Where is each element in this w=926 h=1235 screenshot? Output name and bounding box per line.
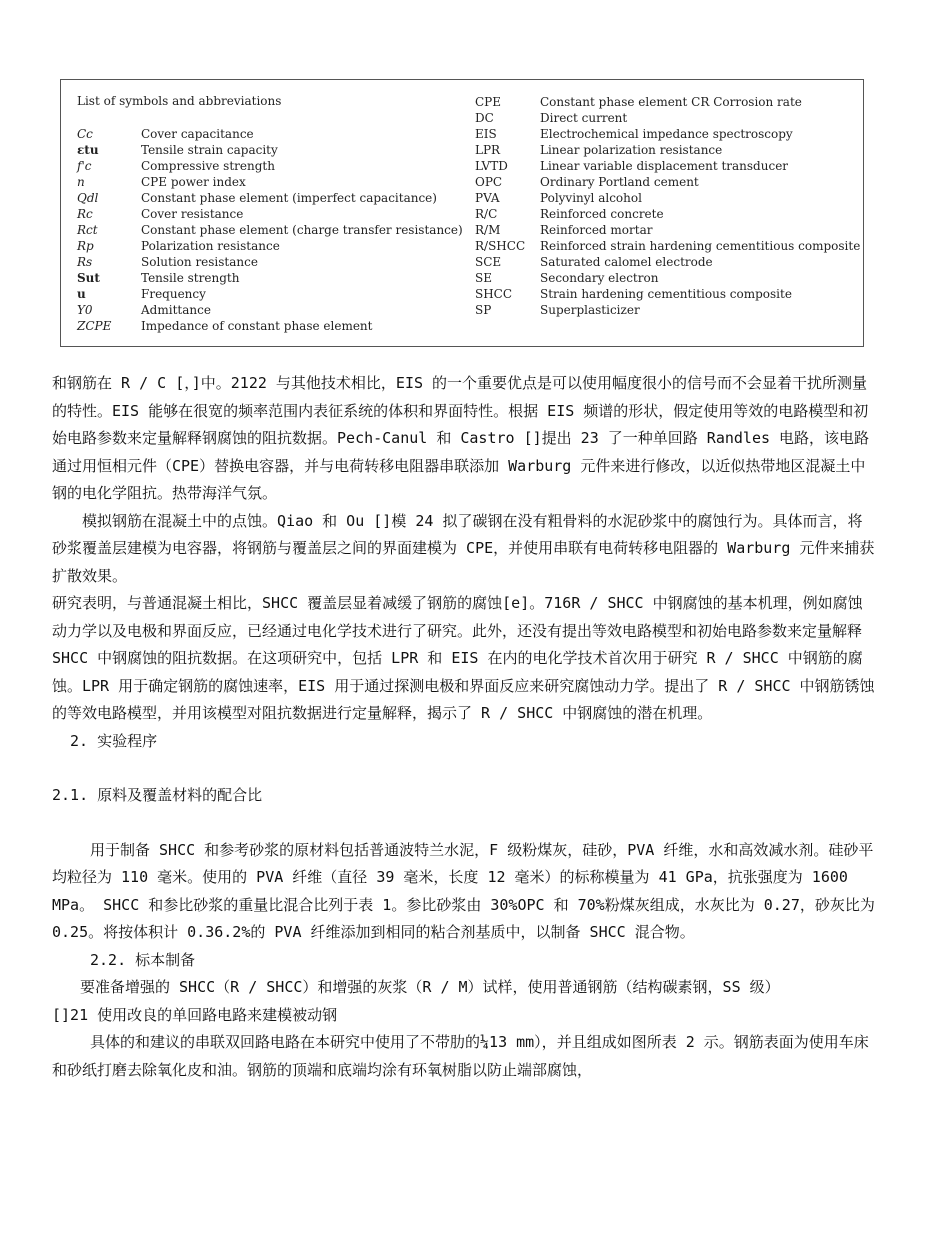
abbr-desc: Reinforced strain hardening cementitious composite: [540, 239, 861, 253]
section-heading-2: 2. 实验程序: [70, 731, 158, 750]
symbol-desc: Polarization resistance: [141, 239, 280, 253]
symbol-text: n: [77, 175, 85, 189]
abbr-desc: Saturated calomel electrode: [540, 255, 713, 269]
symbol-entry: [77, 174, 85, 190]
abbr-text: DC: [475, 111, 494, 125]
symbol-desc: CPE power index: [141, 175, 246, 189]
abbr-desc: Reinforced concrete: [540, 207, 664, 221]
paragraph-rebar-details: 具体的和建议的串联双回路电路在本研究中使用了不带肋的¼13 mm），并且组成如图所表 2 示。钢筋表面为使用车床和砂纸打磨去除氧化皮和油。钢筋的顶端和底端均涂有环氧树脂以防止端部腐蚀，: [52, 1033, 869, 1079]
symbol-entry: [77, 254, 92, 270]
symbol-entry: [77, 302, 93, 318]
symbol-entry: [77, 286, 86, 302]
symbol-entry: [77, 238, 94, 254]
symbol-text: Rp: [77, 239, 94, 253]
abbr-desc: Constant phase element CR Corrosion rate: [540, 95, 802, 109]
symbol-text: Rc: [77, 207, 93, 221]
symbol-text: u: [77, 287, 86, 301]
symbol-text: Y0: [77, 303, 93, 317]
abbr-text: LVTD: [475, 159, 508, 173]
abbr-desc: Superplasticizer: [540, 303, 640, 317]
symbol-entry: [77, 206, 93, 222]
abbr-text: CPE: [475, 95, 502, 109]
paragraph-eis-intro: 和钢筋在 R / C [，]中。2122 与其他技术相比，EIS 的一个重要优点是可以使用幅度很小的信号而不会显着干扰所测量的特性。EIS 能够在很宽的频率范围内表征系统的体积和界面特性。根据 EIS 频谱的形状，假定使用等效的电路模型和初始电路参数来定量解释钢腐蚀的阻抗数据。Pech-Canul 和 Castro []提出 23 了一种单回路 Randles 电路，该电路通过用恒相元件（CPE）替换电容器，并与电荷转移电阻器串联添加 Warburg 元件来进行修改，以近似热带地区混凝土中钢的电化学阻抗。热带海洋气氛。: [52, 374, 870, 502]
symbol-entry: [77, 190, 98, 206]
abbr-desc: Electrochemical impedance spectroscopy: [540, 127, 793, 141]
section-heading-2-1: 2.1. 原料及覆盖材料的配合比: [52, 786, 263, 804]
symbol-entry: [77, 126, 93, 142]
abbr-text: SP: [475, 303, 492, 317]
symbol-text: ZCPE: [77, 319, 112, 333]
symbols-title: List of symbols and abbreviations: [77, 94, 282, 108]
symbol-desc: Cover resistance: [141, 207, 244, 221]
symbol-entry: [77, 318, 111, 334]
abbr-desc: Secondary electron: [540, 271, 659, 285]
symbol-desc: Solution resistance: [141, 255, 258, 269]
abbr-text: R/SHCC: [475, 239, 526, 253]
symbol-entry: [77, 222, 98, 238]
abbr-desc: Polyvinyl alcohol: [540, 191, 642, 205]
symbol-desc: Admittance: [141, 303, 211, 317]
symbol-entry: [77, 270, 100, 286]
paragraph-passive-steel: []21 使用改良的单回路电路来建模被动钢: [52, 1005, 338, 1024]
abbr-desc: Ordinary Portland cement: [540, 175, 699, 189]
symbol-entry: [77, 142, 99, 158]
abbr-desc: Linear polarization resistance: [540, 143, 723, 157]
abbr-text: R/M: [475, 223, 501, 237]
abbr-text: LPR: [475, 143, 501, 157]
abbr-text: PVA: [475, 191, 500, 205]
symbol-desc: Constant phase element (imperfect capacitance): [141, 191, 437, 205]
symbol-text: Sut: [77, 271, 100, 285]
symbol-text: Rct: [77, 223, 98, 237]
symbol-text: Cc: [77, 127, 93, 141]
abbr-desc: Linear variable displacement transducer: [540, 159, 789, 173]
abbr-text: EIS: [475, 127, 497, 141]
symbol-text: Rs: [77, 255, 93, 269]
abbr-text: OPC: [475, 175, 503, 189]
paragraph-materials: 用于制备 SHCC 和参考砂浆的原材料包括普通波特兰水泥，F 级粉煤灰，硅砂，PVA 纤维，水和高效减水剂。硅砂平均粒径为 110 毫米。使用的 PVA 纤维（直径 39 毫米，长度 12 毫米）的标称模量为 41 GPa，抗张强度为 1600 MPa。 SHCC 和参比砂浆的重量比混合比列于表 1。参比砂浆由 30%OPC 和 70%粉煤灰组成，水灰比为 0.27，砂灰比为 0.25。将按体积计 0.36.2%的 PVA 纤维添加到相同的粘合剂基质中，以制备 SHCC 混合物。: [52, 840, 875, 941]
symbol-desc: Compressive strength: [141, 159, 275, 173]
symbol-desc: Constant phase element (charge transfer resistance): [141, 223, 463, 237]
abbr-desc: Direct current: [540, 111, 628, 125]
abbr-text: SE: [475, 271, 492, 285]
symbol-desc: Frequency: [141, 287, 206, 301]
abbr-text: R/C: [475, 207, 498, 221]
symbol-desc: Tensile strength: [141, 271, 240, 285]
paragraph-pitting-model: 模拟钢筋在混凝土中的点蚀。Qiao 和 Ou []模 24 拟了碳钢在没有粗骨料的水泥砂浆中的腐蚀行为。具体而言，将砂浆覆盖层建模为电容器，将钢筋与覆盖层之间的界面建模为 CPE，并使用串联有电荷转移电阻器的 Warburg 元件来捕获扩散效果。: [52, 511, 875, 585]
symbol-desc: Impedance of constant phase element: [141, 319, 373, 333]
paragraph-specimen-prep: 要准备增强的 SHCC（R / SHCC）和增强的灰浆（R / M）试样，使用普通钢筋（结构碳素钢，SS 级）: [80, 978, 780, 996]
symbols-abbreviations-box: [60, 79, 864, 347]
section-heading-2-2: 2.2. 标本制备: [90, 950, 196, 969]
symbol-entry: [77, 158, 91, 174]
symbol-text: εtu: [77, 143, 99, 157]
symbol-text: Qdl: [77, 191, 99, 205]
abbr-desc: Reinforced mortar: [540, 223, 653, 237]
symbol-text: f'c: [77, 159, 92, 173]
paragraph-shcc-study: 研究表明，与普通混凝土相比，SHCC 覆盖层显着减缓了钢筋的腐蚀[e]。716R / SHCC 中钢腐蚀的基本机理，例如腐蚀动力学以及电极和界面反应，已经通过电化学技术进行了研究。此外，还没有提出等效电路模型和初始电路参数来定量解释 SHCC 中钢腐蚀的阻抗数据。在这项研究中，包括 LPR 和 EIS 在内的电化学技术首次用于研究 R / SHCC 中钢筋的腐蚀。LPR 用于确定钢筋的腐蚀速率，EIS 用于通过探测电极和界面反应来研究腐蚀动力学。提出了 R / SHCC 中钢筋锈蚀的等效电路模型，并用该模型对阻抗数据进行定量解释，揭示了 R / SHCC 中钢腐蚀的潜在机理。: [52, 594, 875, 722]
abbr-text: SHCC: [475, 287, 513, 301]
symbol-desc: Tensile strain capacity: [141, 143, 278, 157]
abbr-desc: Strain hardening cementitious composite: [540, 287, 792, 301]
document-body: [52, 370, 876, 1084]
abbr-text: SCE: [475, 255, 502, 269]
symbol-desc: Cover capacitance: [141, 127, 254, 141]
